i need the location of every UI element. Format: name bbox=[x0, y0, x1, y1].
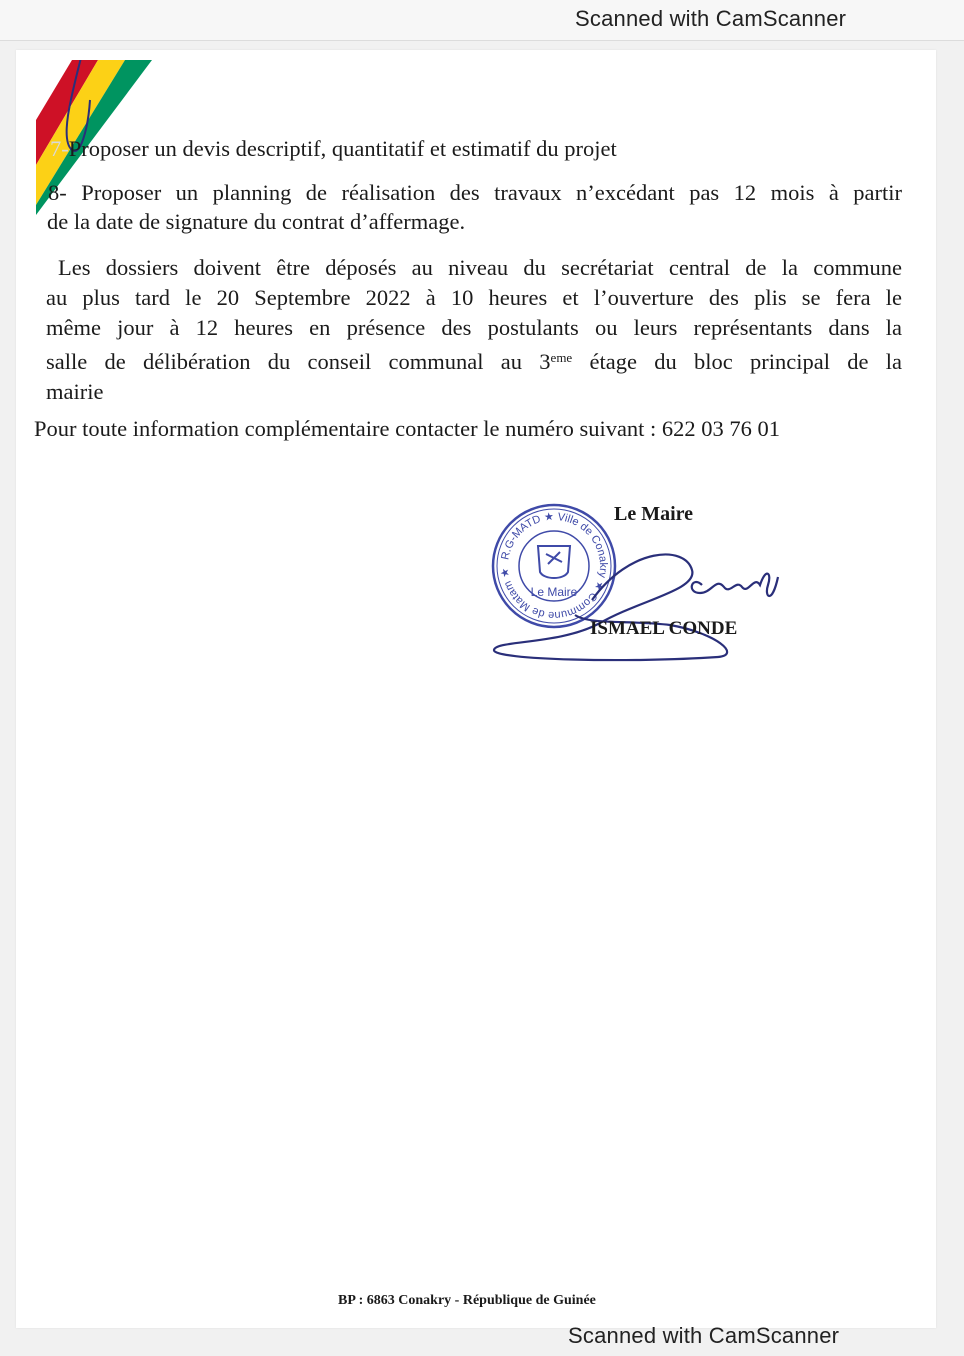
paragraph-line bbox=[46, 343, 902, 377]
list-item-7-number: 7- bbox=[50, 136, 69, 161]
paragraph-line: même jour à 12 heures en présence des postulants ou leurs représentants dans la bbox=[46, 315, 902, 340]
document-page bbox=[16, 50, 936, 1328]
signatory-title: Le Maire bbox=[614, 503, 694, 525]
svg-text:Le Maire: Le Maire bbox=[530, 585, 578, 599]
deposit-paragraph bbox=[46, 253, 902, 407]
signatory-name: ISMAEL CONDE bbox=[590, 618, 738, 639]
paragraph-line: mairie bbox=[46, 379, 104, 404]
footer-address: BP : 6863 Conakry - République de Guinée bbox=[338, 1293, 596, 1308]
list-item-7 bbox=[50, 136, 617, 162]
paragraph-line: au plus tard le 20 Septembre 2022 à 10 heures et l’ouverture des plis se fera le bbox=[46, 285, 902, 310]
ordinal-superscript: eme bbox=[550, 350, 573, 365]
camscanner-watermark-top: Scanned with CamScanner bbox=[575, 6, 847, 31]
list-item-8-line-2: de la date de signature du contrat d’affermage. bbox=[47, 209, 466, 234]
paragraph-line-4-end: étage du bloc principal de la bbox=[572, 349, 902, 374]
list-item-8-line-1: 8- Proposer un planning de réalisation des travaux n’excédant pas 12 mois à partir bbox=[48, 180, 902, 205]
contact-line: Pour toute information complémentaire contacter le numéro suivant : 622 03 76 01 bbox=[34, 416, 781, 441]
list-item-7-text: Proposer un devis descriptif, quantitatif et estimatif du projet bbox=[68, 136, 617, 161]
mayor-signature-icon bbox=[480, 545, 790, 670]
svg-text:R.G-MATD ★ Ville de Conakry ★: R.G-MATD ★ Ville de Conakry ★ Commune de Matam ★ bbox=[498, 510, 610, 622]
paragraph-line: Les dossiers doivent être déposés au niveau du secrétariat central de la commune bbox=[58, 255, 902, 280]
paragraph-line-4-start: salle de délibération du conseil communal au 3 bbox=[46, 349, 551, 374]
camscanner-watermark-bottom: Scanned with CamScanner bbox=[568, 1323, 840, 1348]
